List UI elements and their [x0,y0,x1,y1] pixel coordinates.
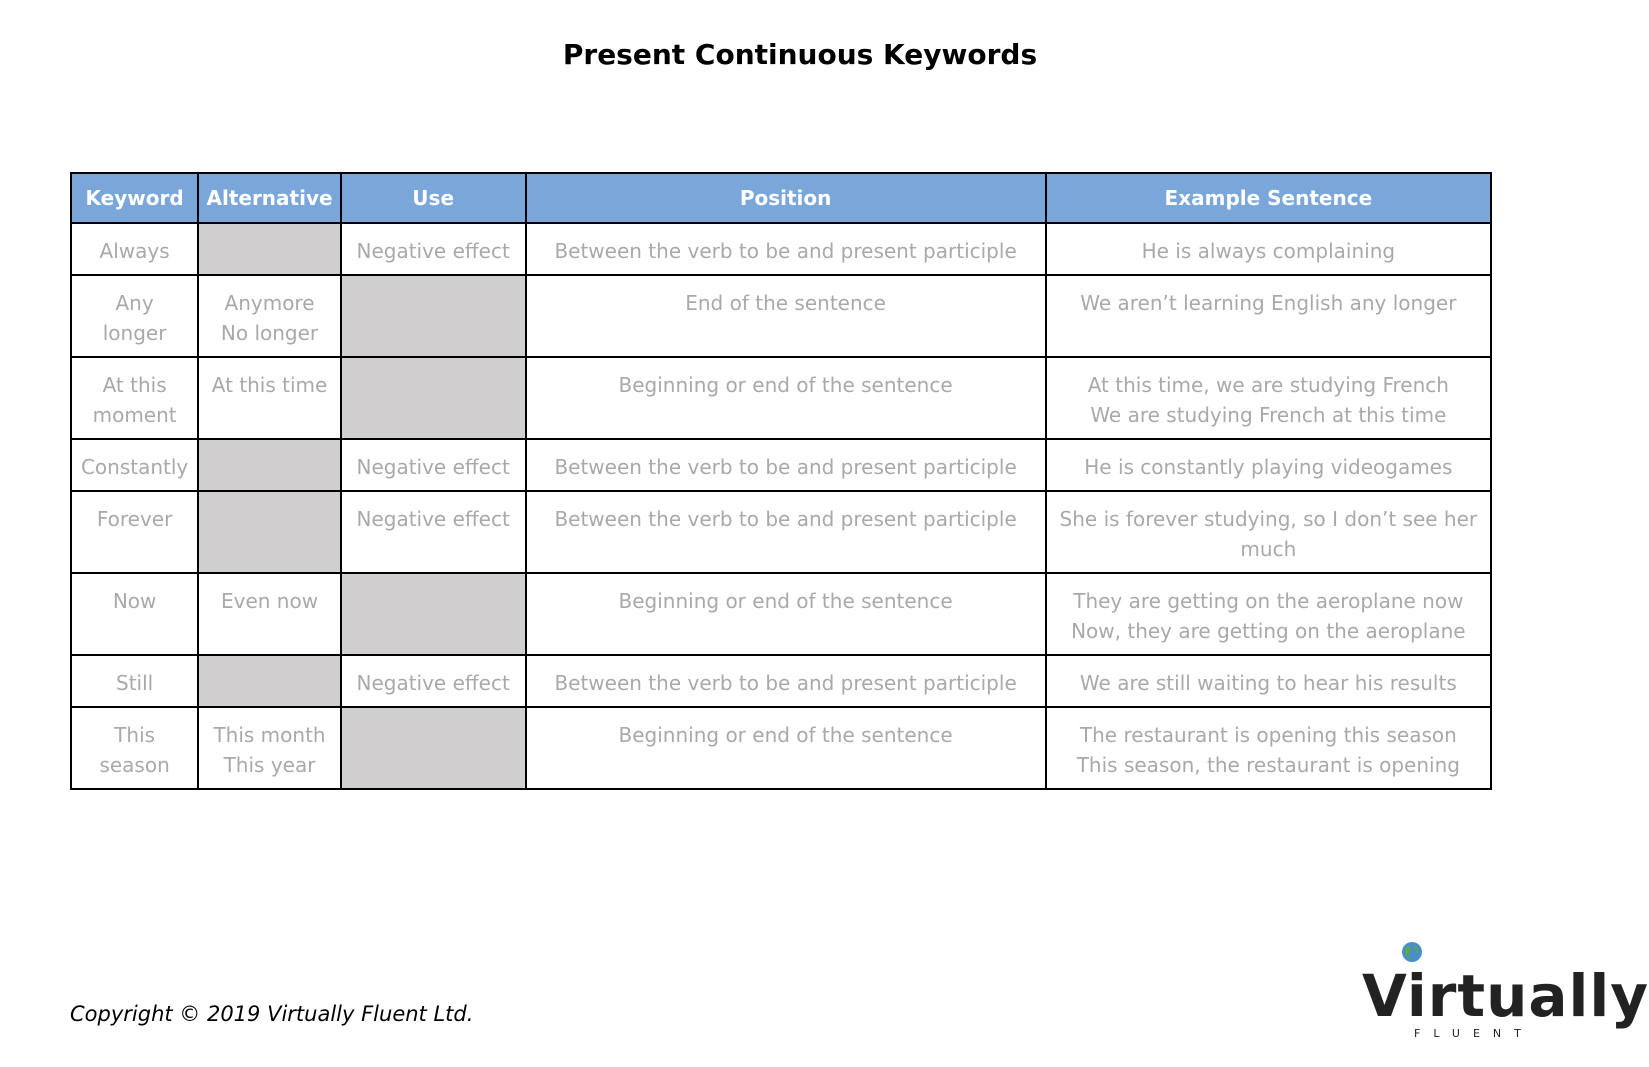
cell-example: They are getting on the aeroplane now Now, they are getting on the aeroplane [1046,573,1491,655]
cell-example: He is constantly playing videogames [1046,439,1491,491]
cell-alternative-empty [198,223,341,275]
cell-use: Negative effect [341,439,526,491]
cell-example: We are still waiting to hear his results [1046,655,1491,707]
cell-keyword: Still [71,655,198,707]
cell-use-empty [341,707,526,789]
copyright-notice: Copyright © 2019 Virtually Fluent Ltd. [70,1002,474,1026]
table-row [71,439,1491,491]
cell-use-empty [341,573,526,655]
cell-position: Beginning or end of the sentence [526,707,1046,789]
table-row [71,275,1491,357]
cell-keyword: Any longer [71,275,198,357]
cell-use: Negative effect [341,223,526,275]
table-row [71,357,1491,439]
header-keyword: Keyword [71,173,198,223]
logo-subtitle: FLUENT [1414,1027,1534,1040]
table-row [71,223,1491,275]
cell-use-empty [341,275,526,357]
cell-position: Between the verb to be and present participle [526,223,1046,275]
virtually-fluent-logo [1362,940,1649,1040]
cell-position: End of the sentence [526,275,1046,357]
cell-alternative-empty [198,439,341,491]
header-example-sentence: Example Sentence [1046,173,1491,223]
page-title: Present Continuous Keywords [562,38,1038,71]
cell-alternative-empty [198,491,341,573]
cell-keyword: Forever [71,491,198,573]
cell-position: Between the verb to be and present participle [526,655,1046,707]
cell-use-empty [341,357,526,439]
cell-example: The restaurant is opening this season This season, the restaurant is opening [1046,707,1491,789]
cell-position: Beginning or end of the sentence [526,573,1046,655]
table-row [71,491,1491,573]
cell-use: Negative effect [341,491,526,573]
cell-example: We aren’t learning English any longer [1046,275,1491,357]
table-row [71,655,1491,707]
table-header-row [71,173,1491,223]
cell-position: Between the verb to be and present participle [526,439,1046,491]
header-position: Position [526,173,1046,223]
cell-alternative: Anymore No longer [198,275,341,357]
cell-alternative: At this time [198,357,341,439]
cell-use: Negative effect [341,655,526,707]
keywords-table [70,172,1492,790]
cell-keyword: This season [71,707,198,789]
cell-keyword: Always [71,223,198,275]
cell-alternative: This month This year [198,707,341,789]
header-use: Use [341,173,526,223]
cell-position: Beginning or end of the sentence [526,357,1046,439]
logo-wordmark: Virtually [1362,962,1649,1030]
cell-alternative: Even now [198,573,341,655]
cell-position: Between the verb to be and present participle [526,491,1046,573]
header-alternative: Alternative [198,173,341,223]
cell-example: She is forever studying, so I don’t see her much [1046,491,1491,573]
globe-icon [1400,940,1424,964]
cell-example: At this time, we are studying French We are studying French at this time [1046,357,1491,439]
cell-keyword: Constantly [71,439,198,491]
cell-keyword: Now [71,573,198,655]
table-row [71,707,1491,789]
cell-keyword: At this moment [71,357,198,439]
cell-alternative-empty [198,655,341,707]
cell-example: He is always complaining [1046,223,1491,275]
table-row [71,573,1491,655]
